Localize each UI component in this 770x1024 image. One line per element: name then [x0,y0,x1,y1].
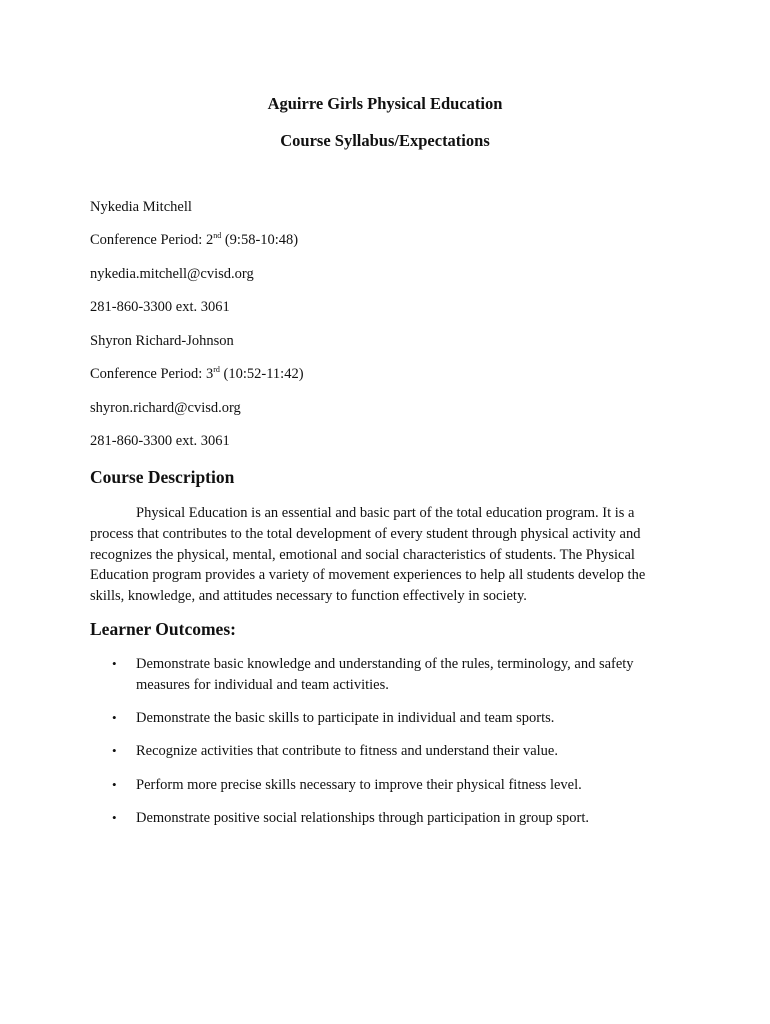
document-subtitle: Course Syllabus/Expectations [280,131,490,150]
teacher1-email: nykedia.mitchell@cvisd.org [90,266,254,282]
bullet-icon: • [112,743,117,759]
list-item-text: Recognize activities that contribute to fitness and understand their value. [136,743,558,760]
bullet-icon: • [112,809,117,825]
list-item-text: Perform more precise skills necessary to improve their physical fitness level. [136,776,582,793]
teacher2-conference-period [90,366,304,383]
teacher1-name: Nykedia Mitchell [90,199,192,215]
teacher2-conference-ordinal: rd [213,365,220,374]
bullet-icon: • [112,710,117,726]
teacher1-conference-time: (9:58-10:48) [221,232,299,248]
bullet-icon: • [112,776,117,792]
list-item-text: Demonstrate basic knowledge and understanding of the rules, terminology, and safety measures for individual and team activities. [136,656,634,693]
teacher1-phone: 281-860-3300 ext. 3061 [90,299,230,315]
list-item [90,808,680,829]
learner-outcomes-heading: Learner Outcomes: [90,619,236,639]
teacher2-name: Shyron Richard-Johnson [90,333,234,349]
course-description-body: Physical Education is an essential and basic part of the total education program. It is a process that contributes to the total development of every student through physical activity and recognizes the physical, mental, emotional and social characteristics of students. The Physical Education program provides a variety of movement experiences to help all students develop the skills, knowledge, and attitudes necessary to function effectively in society. [90,505,646,605]
list-item [90,708,680,729]
learner-outcomes-list [90,654,680,841]
bullet-icon: • [112,656,117,671]
list-item [90,654,680,696]
teacher1-conference-prefix: Conference Period: 2 [90,232,214,248]
teacher2-conference-time: (10:52-11:42) [219,366,304,382]
list-item [90,741,680,762]
teacher2-conference-prefix: Conference Period: 3 [90,366,214,382]
teacher2-email: shyron.richard@cvisd.org [90,400,241,416]
teacher2-phone: 281-860-3300 ext. 3061 [90,433,230,449]
teacher1-conference-ordinal: nd [213,231,222,240]
document-title: Aguirre Girls Physical Education [267,94,503,113]
list-item [90,775,680,796]
list-item-text: Demonstrate positive social relationships through participation in group sport. [136,809,590,826]
course-description-heading: Course Description [90,467,235,487]
teacher1-conference-period [90,232,298,249]
list-item-text: Demonstrate the basic skills to participate in individual and team sports. [136,710,555,727]
